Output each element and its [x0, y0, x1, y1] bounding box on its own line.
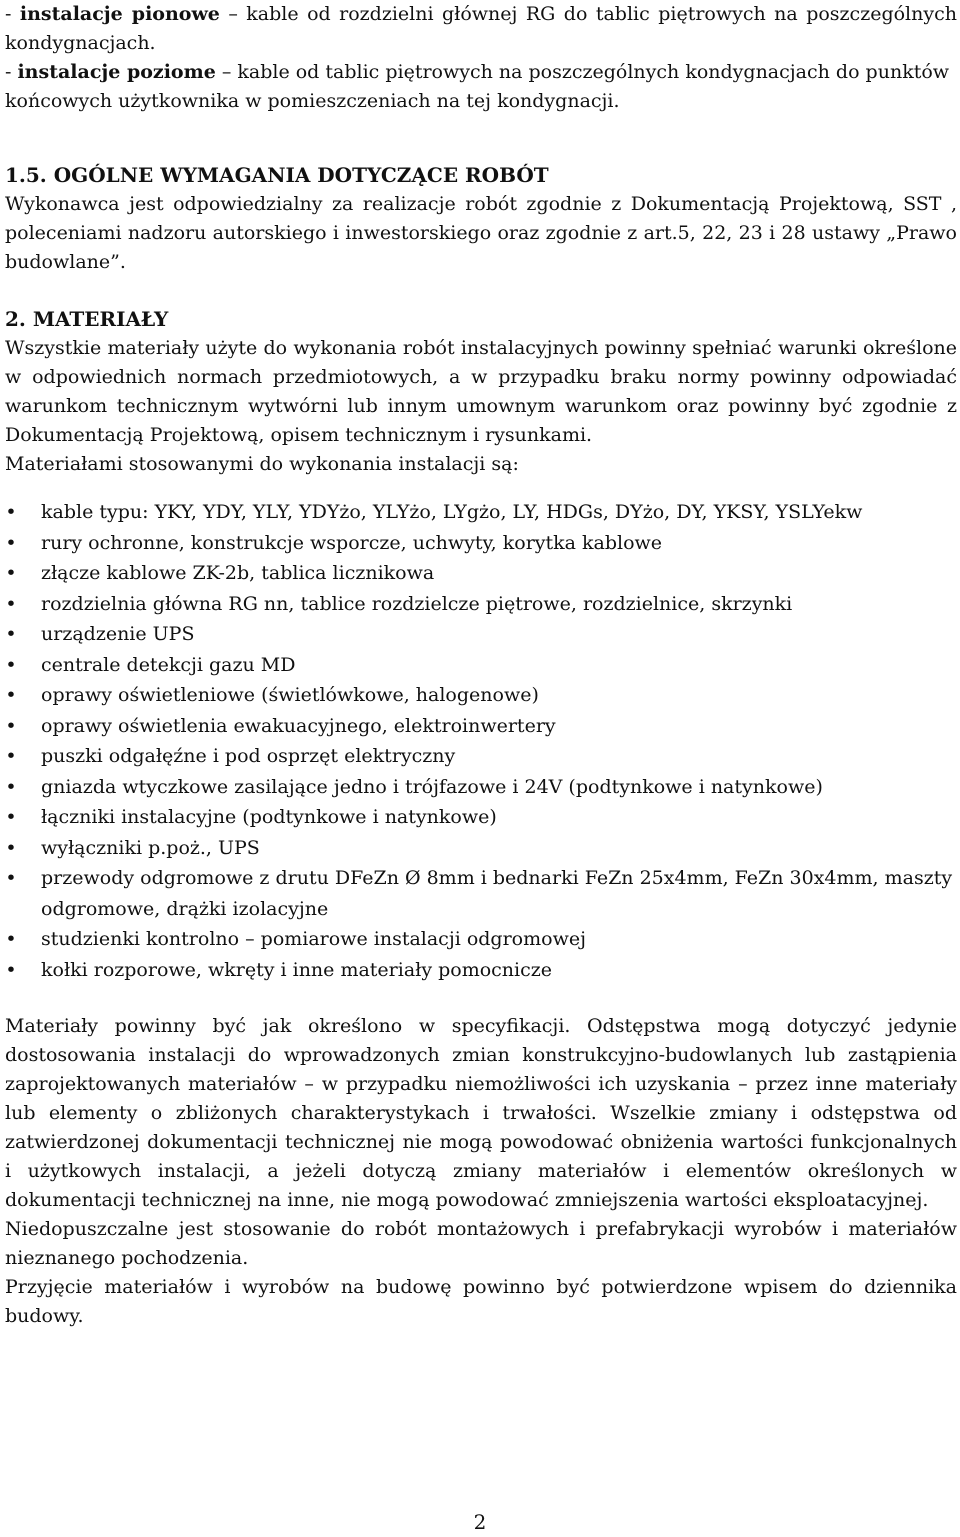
bullet-icon: • — [5, 714, 17, 737]
document-page — [5, 0, 957, 1331]
bullet-icon: • — [5, 501, 17, 523]
bullet-icon: • — [5, 592, 17, 615]
bullet-icon: • — [5, 653, 17, 676]
list-item — [5, 650, 957, 681]
list-item-text: urządzenie UPS — [41, 623, 195, 645]
list-item — [5, 497, 957, 528]
list-item-text: wyłączniki p.poż., UPS — [41, 836, 260, 859]
list-item — [5, 955, 957, 986]
section-2-paragraph: Wszystkie materiały użyte do wykonania robót instalacyjnych powinny spełniać warunki określone w odpowiednich normach przedmiotowych, a w przypadku braku normy powinny odpowiadać warunkom technicznym wytwórni lub innym umownym warunkom oraz powinny być zgodnie z Dokumentacją Projektową, opisem technicznym i rysunkami. — [5, 337, 957, 446]
materials-list-intro: Materiałami stosowanymi do wykonania instalacji są: — [5, 453, 519, 475]
list-item — [5, 680, 957, 711]
page-number: 2 — [473, 1510, 487, 1534]
intro-line1-bold: instalacje pionowe — [19, 3, 220, 25]
bullet-icon: • — [5, 836, 17, 859]
list-item-text: rozdzielnia główna RG nn, tablice rozdzielcze piętrowe, rozdzielnice, skrzynki — [41, 592, 793, 615]
list-item — [5, 711, 957, 742]
list-item-text: oprawy oświetleniowe (świetlówkowe, halogenowe) — [41, 684, 539, 706]
list-item-text: studzienki kontrolno – pomiarowe instalacji odgromowej — [41, 928, 586, 950]
section-1-5-heading: 1.5. OGÓLNE WYMAGANIA DOTYCZĄCE ROBÓT — [5, 163, 549, 187]
bullet-icon: • — [5, 775, 17, 798]
bullet-icon: • — [5, 806, 17, 828]
section-2-heading: 2. MATERIAŁY — [5, 307, 169, 331]
list-item-text: oprawy oświetlenia ewakuacyjnego, elektroinwertery — [41, 714, 556, 737]
list-item-text: kołki rozporowe, wkręty i inne materiały pomocnicze — [41, 958, 552, 981]
list-item-text: centrale detekcji gazu MD — [41, 653, 296, 676]
intro-line1-prefix: - — [5, 3, 20, 25]
bullet-icon: • — [5, 928, 17, 950]
intro-line1-rest: – kable od rozdzielni głównej RG do tablic piętrowych na poszczególnych kondygnacjach. — [5, 3, 957, 54]
list-item — [5, 741, 957, 772]
list-item-text: puszki odgałęźne i pod osprzęt elektryczny — [41, 745, 456, 767]
list-item-text: złącze kablowe ZK-2b, tablica licznikowa — [41, 562, 435, 584]
closing-paragraph-2: Niedopuszczalne jest stosowanie do robót montażowych i prefabrykacji wyrobów i materiałów nieznanego pochodzenia. — [5, 1218, 957, 1269]
intro-line2-rest: – kable od tablic piętrowych na poszczególnych kondygnacjach do punktów końcowych użytkownika w pomieszczeniach na tej kondygnacji. — [5, 61, 950, 112]
spacer — [5, 277, 957, 304]
bullet-icon: • — [5, 684, 17, 706]
bullet-icon: • — [5, 623, 17, 645]
spacer — [5, 116, 957, 160]
list-item — [5, 833, 957, 864]
intro-line2-prefix: - — [5, 61, 18, 83]
bullet-icon: • — [5, 562, 17, 584]
spacer — [5, 479, 957, 497]
list-item-text: kable typu: YKY, YDY, YLY, YDYżo, YLYżo, LYgżo, LY, HDGs, DYżo, DY, YKSY, YSLYekw — [41, 501, 863, 523]
list-item — [5, 558, 957, 589]
list-item-text: przewody odgromowe z drutu DFeZn Ø 8mm i bednarki FeZn 25x4mm, FeZn 30x4mm, maszty odgromowe, drążki izolacyjne — [41, 867, 953, 920]
list-item — [5, 619, 957, 650]
bullet-icon: • — [5, 745, 17, 767]
list-item — [5, 772, 957, 803]
list-item — [5, 589, 957, 620]
closing-paragraph-3: Przyjęcie materiałów i wyrobów na budowę powinno być potwierdzone wpisem do dziennika budowy. — [5, 1276, 957, 1327]
section-1-5-paragraph: Wykonawca jest odpowiedzialny za realizacje robót zgodnie z Dokumentacją Projektową, SST , poleceniami nadzoru autorskiego i inwestorskiego oraz zgodnie z art.5, 22, 23 i 28 ustawy „Prawo budowlane”. — [5, 193, 957, 273]
intro-horizontal-installations — [5, 58, 957, 116]
list-item-text: gniazda wtyczkowe zasilające jedno i trójfazowe i 24V (podtynkowe i natynkowe) — [41, 775, 823, 798]
list-item — [5, 528, 957, 559]
materials-list — [5, 497, 957, 985]
bullet-icon: • — [5, 958, 17, 981]
list-item-text: łączniki instalacyjne (podtynkowe i natynkowe) — [41, 806, 497, 828]
list-item-text: rury ochronne, konstrukcje wsporcze, uchwyty, korytka kablowe — [41, 531, 663, 554]
list-item — [5, 863, 957, 924]
spacer — [5, 985, 957, 1012]
list-item — [5, 802, 957, 833]
list-item — [5, 924, 957, 955]
intro-line2-bold: instalacje poziome — [17, 61, 216, 83]
bullet-icon: • — [5, 531, 17, 554]
bullet-icon: • — [5, 867, 17, 889]
intro-vertical-installations — [5, 0, 957, 58]
closing-paragraph-1: Materiały powinny być jak określono w specyfikacji. Odstępstwa mogą dotyczyć jedynie dostosowania instalacji do wprowadzonych zmian konstrukcyjno-budowlanych lub zastąpienia zaprojektowanych materiałów – w przypadku niemożliwości ich uzyskania – przez inne materiały lub elementy o zbliżonych charakterystykach i trwałości. Wszelkie zmiany i odstępstwa od zatwierdzonej dokumentacji technicznej nie mogą powodować obniżenia wartości funkcjonalnych i użytkowych instalacji, a jeżeli dotyczą zmiany materiałów i elementów określonych w dokumentacji technicznej na inne, nie mogą powodować zmniejszenia wartości eksploatacyjnej. — [5, 1015, 957, 1211]
